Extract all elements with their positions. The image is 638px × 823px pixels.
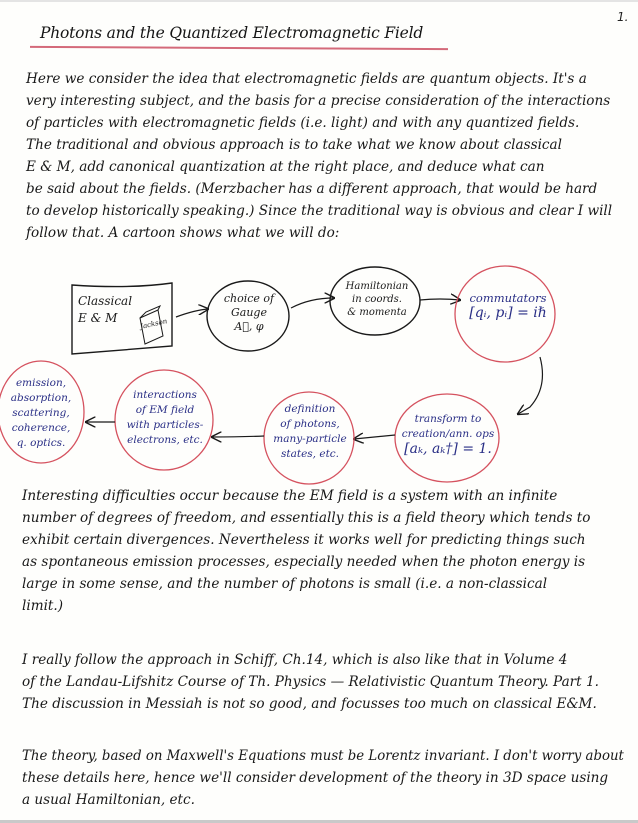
book-label: Jackson xyxy=(139,317,169,331)
theory-paragraph xyxy=(22,745,622,811)
node-line: choice of xyxy=(223,292,275,305)
interactions-label xyxy=(118,388,212,448)
gauge-label xyxy=(212,292,286,334)
page-title: Photons and the Quantized Electromagnetic Field xyxy=(40,24,424,42)
text-line: of the Landau-Lifshitz Course of Th. Physics — Relativistic Quantum Theory. Part 1. xyxy=(22,674,599,690)
text-line: I really follow the approach in Schiff, Ch.14, which is also like that in Volume 4 xyxy=(22,652,568,668)
node-line: Gauge xyxy=(231,306,267,319)
node-line: q. optics. xyxy=(16,437,66,449)
node-line: Hamiltonian xyxy=(345,281,409,292)
node-line: absorption, xyxy=(10,392,72,404)
transform-label xyxy=(398,412,498,457)
intro-paragraph xyxy=(26,68,626,244)
text-line: The theory, based on Maxwell's Equations must be Lorentz invariant. I don't worry about xyxy=(22,748,624,764)
node-formula: [qᵢ, pᵢ] = iℏ xyxy=(469,305,547,321)
hamiltonian-label xyxy=(335,280,419,319)
emission-label xyxy=(2,376,80,451)
text-line: The traditional and obvious approach is to take what we know about classical xyxy=(26,137,562,153)
title-underline xyxy=(30,46,448,50)
node-line: & momenta xyxy=(347,307,407,318)
text-line: very interesting subject, and the basis for a precise consideration of the interactions xyxy=(26,93,611,109)
text-line: exhibit certain divergences. Nevertheless it works well for predicting things such xyxy=(22,532,586,548)
node-line: in coords. xyxy=(352,294,402,305)
text-line: Interesting difficulties occur because the EM field is a system with an infinite xyxy=(22,488,558,504)
text-line: Here we consider the idea that electromagnetic fields are quantum objects. It's a xyxy=(26,71,587,87)
node-line: of photons, xyxy=(280,418,340,430)
node-line: E & M xyxy=(78,311,118,325)
node-line: of EM field xyxy=(135,404,195,416)
text-line: number of degrees of freedom, and essentially this is a field theory which tends to xyxy=(22,510,591,526)
text-line: a usual Hamiltonian, etc. xyxy=(22,792,195,808)
text-line: of particles with electromagnetic fields (i.e. light) and with any quantized fields. xyxy=(26,115,580,131)
node-line: electrons, etc. xyxy=(127,434,203,446)
text-line: limit.) xyxy=(22,598,64,614)
text-line: follow that. A cartoon shows what we will do: xyxy=(26,225,340,241)
node-line: coherence, xyxy=(11,422,71,434)
node-line: scattering, xyxy=(12,407,70,419)
node-line: definition xyxy=(284,403,336,415)
photons-label xyxy=(266,402,354,462)
text-line: large in some sense, and the number of photons is small (i.e. a non-classical xyxy=(22,576,548,592)
node-line: many-particle xyxy=(273,433,347,445)
text-line: The discussion in Messiah is not so good, and focusses too much on classical E&M. xyxy=(22,696,597,712)
page-number: 1. xyxy=(617,10,629,24)
text-line: these details here, hence we'll consider development of the theory in 3D space using xyxy=(22,770,609,786)
node-line: A⃗, φ xyxy=(234,320,264,333)
text-line: as spontaneous emission processes, especially needed when the photon energy is xyxy=(22,554,586,570)
node-line: Classical xyxy=(78,294,133,308)
text-line: to develop historically speaking.) Since the traditional way is obvious and clear I will xyxy=(26,203,613,219)
node-line: with particles- xyxy=(126,419,204,431)
difficulties-paragraph xyxy=(22,485,622,617)
references-paragraph xyxy=(22,649,622,715)
node-line: emission, xyxy=(15,377,67,389)
node-formula: [aₖ, aₖ†] = 1. xyxy=(404,441,492,457)
text-line: be said about the fields. (Merzbacher has a different approach, that would be hard xyxy=(26,181,598,197)
node-line: states, etc. xyxy=(280,448,340,460)
node-line: commutators xyxy=(469,291,547,305)
node-line: interactions xyxy=(133,389,197,401)
text-line: E & M, add canonical quantization at the right place, and deduce what can xyxy=(26,159,545,175)
node-line: creation/ann. ops xyxy=(401,428,495,440)
node-line: transform to xyxy=(414,413,482,425)
commutators-label xyxy=(462,291,554,321)
classical-em-label xyxy=(78,293,132,327)
